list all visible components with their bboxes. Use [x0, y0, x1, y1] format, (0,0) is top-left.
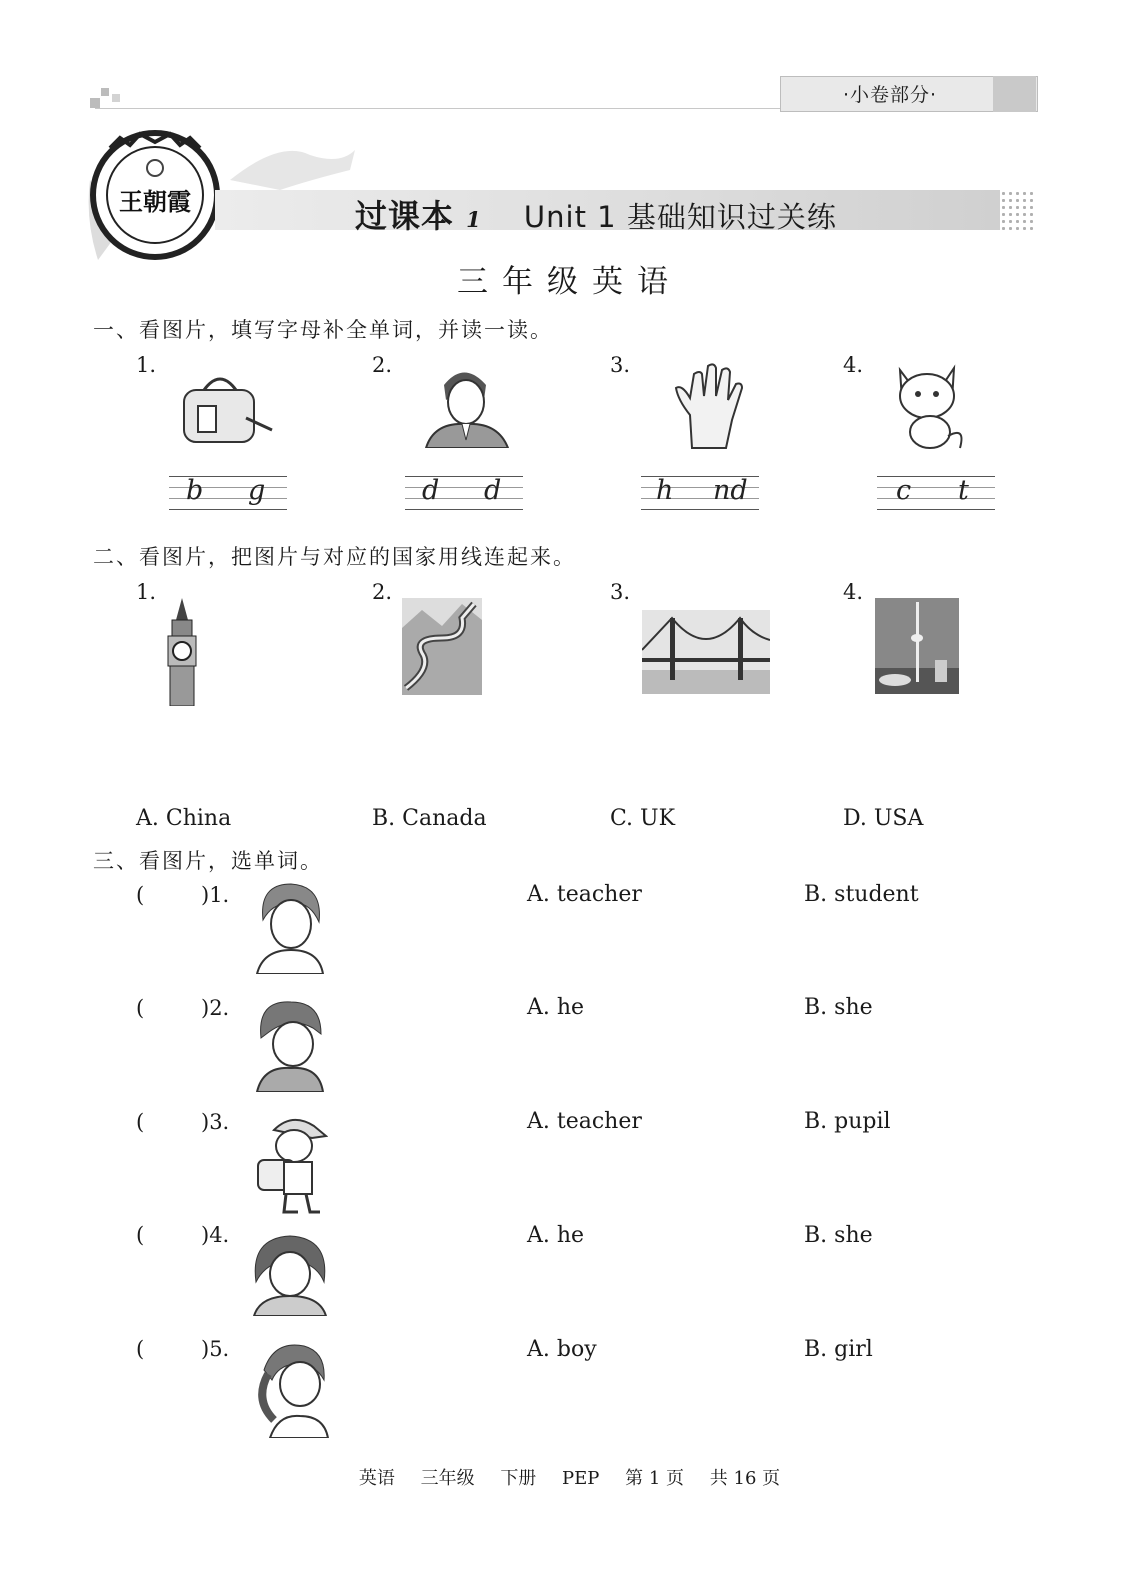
section1-heading: 一、看图片，填写字母补全单词，并读一读。 [93, 318, 553, 342]
section2-heading: 二、看图片，把图片与对应的国家用线连起来。 [93, 545, 576, 569]
word-start-letters: b [186, 475, 204, 506]
word-end-letters: t [958, 475, 969, 506]
woman-teacher-icon [255, 880, 325, 974]
footer-grade: 三年级 [420, 1468, 475, 1489]
s1-item-number: 1. [136, 353, 157, 377]
s2-item-number: 2. [372, 580, 393, 604]
footer-page: 第 1 页 [625, 1468, 685, 1489]
cn-tower-icon [875, 598, 959, 694]
title-number: 1 [466, 207, 482, 232]
cat-icon [890, 356, 970, 454]
page-footer [0, 1464, 1139, 1490]
word-start-letters: c [896, 475, 912, 506]
option-b: B. girl [804, 1337, 873, 1362]
footer-subject: 英语 [358, 1468, 395, 1489]
answer-bracket[interactable]: ( [136, 996, 145, 1020]
section-tag-label: ·小卷部分· [842, 84, 938, 106]
word-start-letters: h [656, 475, 674, 506]
country-option: C. UK [610, 806, 676, 831]
girl-icon [250, 1232, 330, 1316]
option-a: A. boy [527, 1337, 597, 1362]
section3-heading: 三、看图片，选单词。 [93, 849, 323, 873]
corner-square [101, 88, 109, 96]
question-number: )3. [201, 1110, 230, 1134]
answer-bracket[interactable]: ( [136, 1337, 145, 1361]
banner-dots [1000, 190, 1036, 230]
boy-icon [255, 998, 325, 1092]
word-end-letters: d [484, 475, 502, 506]
option-b: B. pupil [804, 1109, 891, 1134]
s2-item-number: 1. [136, 580, 157, 604]
subtitle: 三年级英语 [457, 264, 682, 300]
man-icon [424, 360, 510, 448]
s1-item-number: 2. [372, 353, 393, 377]
country-option: D. USA [843, 806, 924, 831]
hand-icon [672, 360, 746, 454]
logo-text: 王朝霞 [119, 187, 191, 216]
corner-square [112, 94, 120, 102]
big-ben-icon [162, 598, 202, 706]
s1-item-number: 4. [843, 353, 864, 377]
writing-lines [877, 476, 995, 524]
footer-edition: PEP [562, 1468, 600, 1489]
question-number: )5. [201, 1337, 230, 1361]
s1-item-number: 3. [610, 353, 631, 377]
option-b: B. she [804, 1223, 873, 1248]
great-wall-icon [402, 598, 482, 695]
pupil-icon [254, 1112, 328, 1216]
word-end-letters: g [248, 475, 266, 506]
option-b: B. she [804, 995, 873, 1020]
s2-item-number: 4. [843, 580, 864, 604]
golden-gate-bridge-icon [642, 610, 770, 694]
question-number: )2. [201, 996, 230, 1020]
title-unit: Unit 1 基础知识过关练 [523, 200, 837, 234]
question-number: )4. [201, 1223, 230, 1247]
word-end-letters: nd [713, 475, 748, 506]
country-option: A. China [136, 806, 232, 831]
option-a: A. teacher [527, 882, 642, 907]
s2-item-number: 3. [610, 580, 631, 604]
answer-bracket[interactable]: ( [136, 1223, 145, 1247]
option-a: A. he [527, 1223, 585, 1248]
corner-square [90, 98, 100, 108]
backpack-icon [176, 368, 276, 450]
footer-total: 共 16 页 [709, 1468, 781, 1489]
option-a: A. he [527, 995, 585, 1020]
answer-bracket[interactable]: ( [136, 883, 145, 907]
option-b: B. student [804, 882, 919, 907]
section-tag-block [993, 76, 1036, 112]
ponytail-girl-icon [254, 1340, 330, 1438]
word-start-letters: d [422, 475, 440, 506]
page-title [355, 191, 837, 237]
option-a: A. teacher [527, 1109, 642, 1134]
title-part: 过课本 [355, 197, 455, 235]
answer-bracket[interactable]: ( [136, 1110, 145, 1134]
country-option: B. Canada [372, 806, 487, 831]
footer-volume: 下册 [500, 1468, 537, 1489]
question-number: )1. [201, 883, 230, 907]
